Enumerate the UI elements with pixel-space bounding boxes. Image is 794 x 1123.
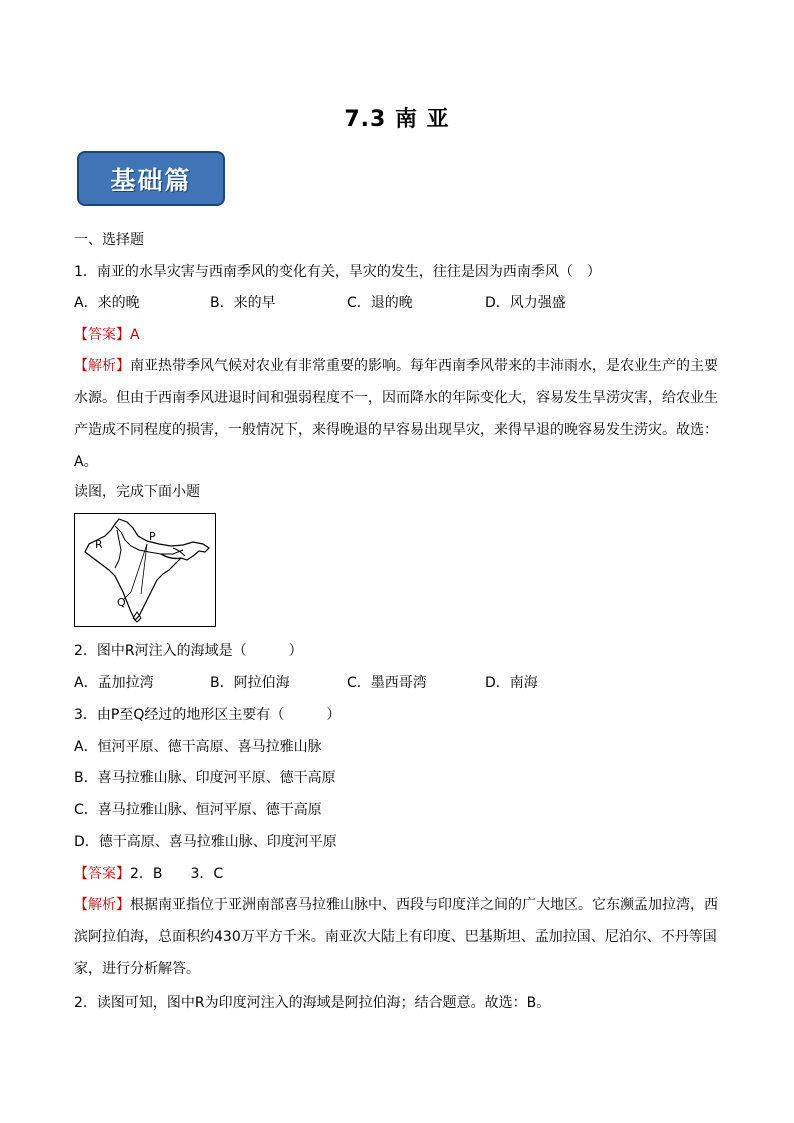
q3-option-a: A．恒河平原、德干高原、喜马拉雅山脉 [74, 739, 322, 755]
page-title: 7.3 南 亚 [344, 107, 450, 132]
q1-option-d: D．风力强盛 [485, 295, 566, 311]
q1-answer [74, 325, 140, 345]
q1-option-c: C．退的晚 [347, 295, 413, 311]
answer-tag: 【答案】 [74, 327, 130, 343]
q1-analysis [74, 350, 722, 478]
section-badge [77, 151, 225, 206]
answer-value: 2．B 3．C [130, 866, 224, 882]
south-asia-map-drawing [75, 514, 214, 625]
answer-value: A [130, 327, 140, 343]
question-3-stem: 3．由P至Q经过的地形区主要有（ ） [74, 707, 341, 723]
q3-option-c: C．喜马拉雅山脉、恒河平原、德干高原 [74, 802, 322, 818]
q1-option-a: A．来的晚 [74, 295, 140, 311]
section-badge-label: 基础篇 [110, 165, 192, 195]
answer-tag: 【答案】 [74, 866, 130, 882]
q2-option-a: A．孟加拉湾 [74, 675, 154, 691]
map-label-q: Q [117, 596, 126, 609]
question-2-stem: 2．图中R河注入的海域是（ ） [74, 643, 303, 659]
q2-option-d: D．南海 [485, 675, 538, 691]
analysis-text: 根据南亚指位于亚洲南部喜马拉雅山脉中、西段与印度洋之间的广大地区。它东濒孟加拉湾，西滨阿拉伯海，总面积约430万平方千米。南亚次大陆上有印度、巴基斯坦、孟加拉国、尼泊尔、不丹等国家，进行分析解答。 [74, 897, 718, 977]
q2-q3-analysis [74, 889, 722, 985]
map-label-r: R [95, 538, 103, 551]
q3-option-b: B．喜马拉雅山脉、印度河平原、德干高原 [74, 770, 336, 786]
q2-option-b: B．阿拉伯海 [210, 675, 290, 691]
q3-option-d: D．德干高原、喜马拉雅山脉、印度河平原 [74, 834, 337, 850]
section-heading: 一、选择题 [74, 232, 144, 248]
q2-analysis-detail: 2．读图可知，图中R为印度河注入的海域是阿拉伯海；结合题意。故选：B。 [74, 995, 551, 1011]
analysis-tag: 【解析】 [74, 897, 130, 913]
q1-option-b: B．来的早 [210, 295, 276, 311]
q2-option-c: C．墨西哥湾 [347, 675, 427, 691]
question-1-stem: 1．南亚的水旱灾害与西南季风的变化有关，旱灾的发生，往往是因为西南季风（ ） [74, 264, 601, 280]
map-label-p: P [149, 530, 156, 543]
south-asia-map [74, 513, 216, 627]
q2-q3-answer [74, 864, 223, 884]
analysis-tag: 【解析】 [74, 358, 130, 374]
analysis-text: 南亚热带季风气候对农业有非常重要的影响。每年西南季风带来的丰沛雨水，是农业生产的主要水源。但由于西南季风进退时间和强弱程度不一，因而降水的年际变化大，容易发生旱涝灾害，给农业生产造成不同程度的损害，一般情况下，来得晚退的早容易出现旱灾，来得早退的晚容易发生涝灾。故选：A。 [74, 358, 718, 470]
reading-intro: 读图，完成下面小题 [74, 484, 200, 500]
